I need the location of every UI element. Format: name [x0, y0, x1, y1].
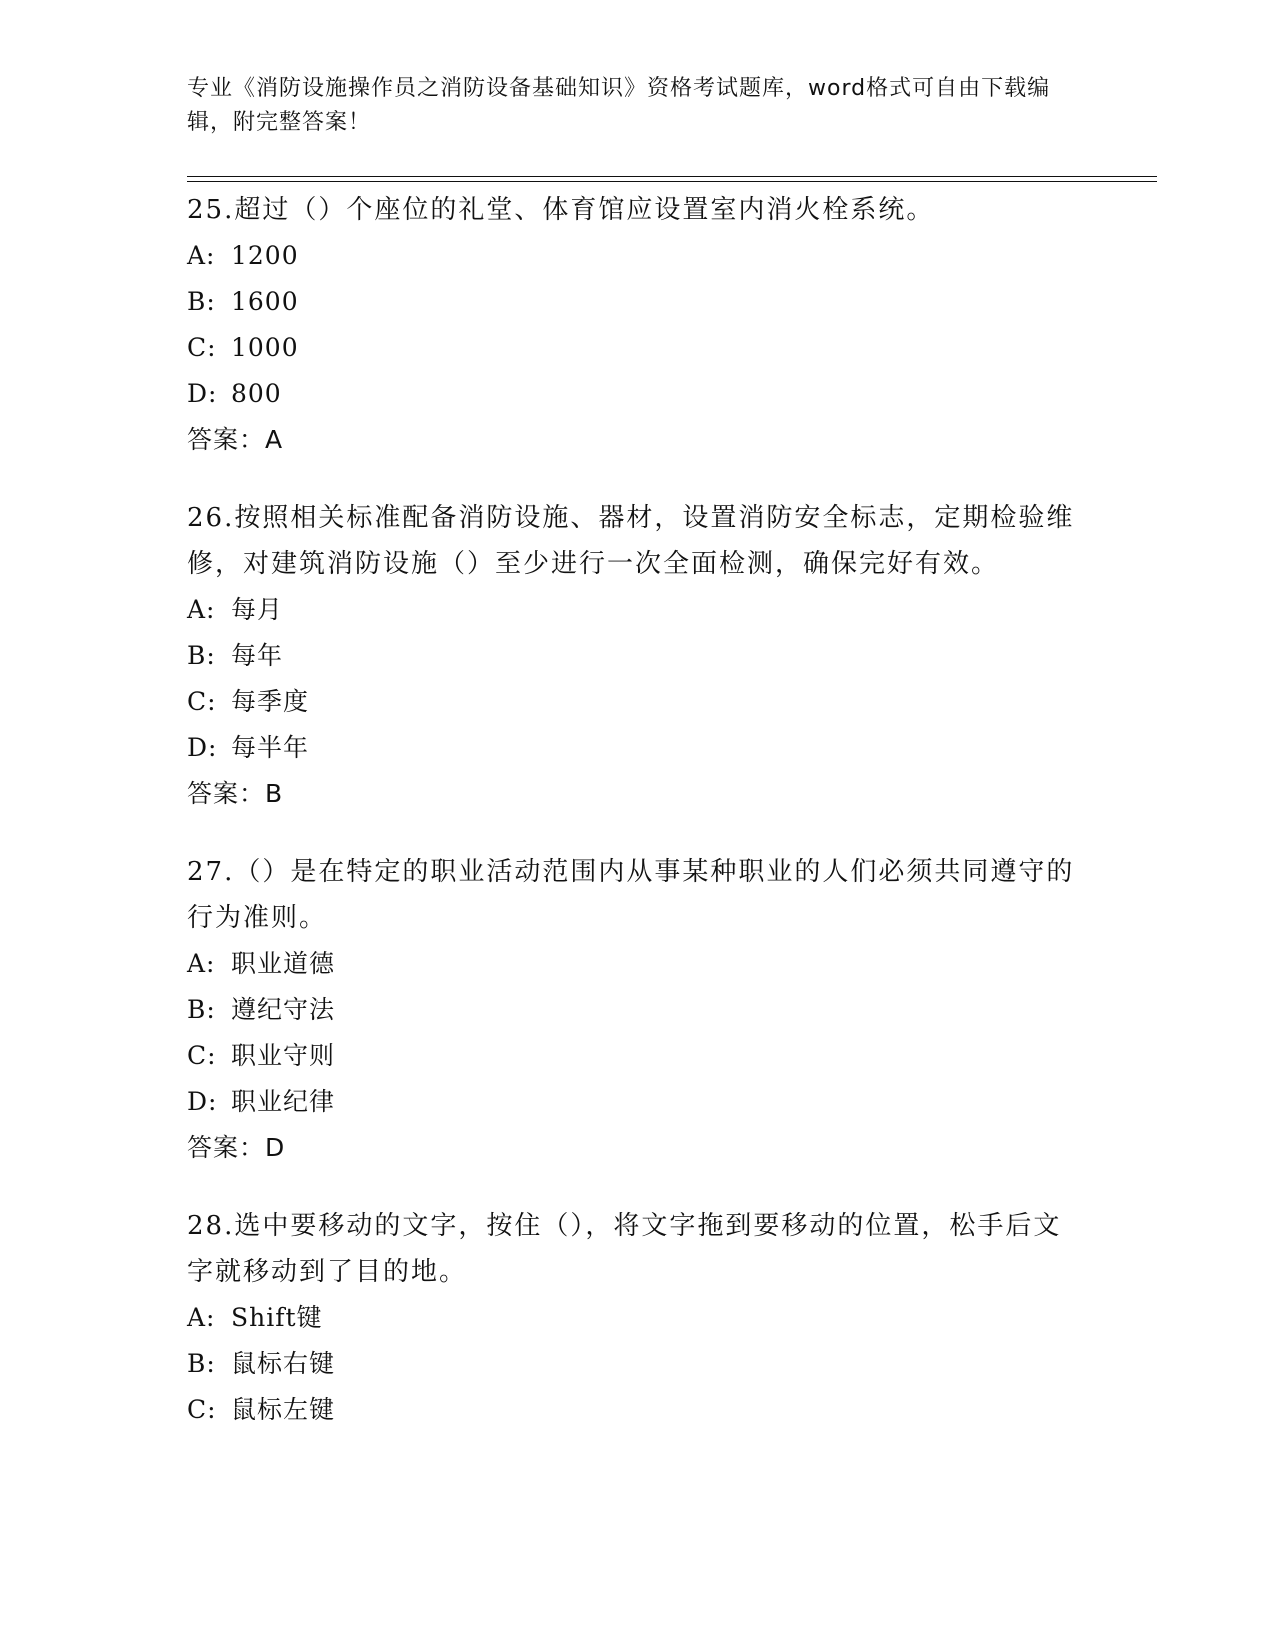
question-27	[187, 849, 1087, 1171]
document-header: 专业《消防设施操作员之消防设备基础知识》资格考试题库，word格式可自由下载编辑，附完整答案！	[187, 76, 1051, 135]
option-letter: A:	[187, 949, 216, 978]
option-letter: C:	[187, 333, 217, 362]
question-28	[187, 1203, 1087, 1433]
option-b	[187, 279, 1087, 325]
option-text: 每半年	[231, 733, 310, 762]
option-c	[187, 679, 1087, 725]
option-text: 1000	[231, 333, 299, 362]
option-text: 职业守则	[231, 1041, 336, 1070]
question-text: 25.超过（）个座位的礼堂、体育馆应设置室内消火栓系统。	[187, 195, 935, 225]
question-text: 26.按照相关标准配备消防设施、器材，设置消防安全标志，定期检验维修，对建筑消防设施（）至少进行一次全面检测，确保完好有效。	[187, 503, 1075, 579]
option-text: 每月	[231, 595, 284, 624]
question-26	[187, 495, 1087, 817]
option-text: 鼠标右键	[231, 1349, 336, 1378]
option-letter: D:	[187, 1087, 218, 1116]
header-divider-top	[187, 176, 1157, 177]
option-c	[187, 1387, 1087, 1433]
option-text: 每年	[231, 641, 284, 670]
option-b	[187, 633, 1087, 679]
option-letter: C:	[187, 1041, 217, 1070]
answer-line: 答案：A	[187, 425, 284, 454]
option-letter: A:	[187, 1303, 216, 1332]
option-c	[187, 1033, 1087, 1079]
option-letter: D:	[187, 733, 218, 762]
option-letter: A:	[187, 595, 216, 624]
option-b	[187, 987, 1087, 1033]
answer-line: 答案：B	[187, 779, 284, 808]
header-divider-bottom	[187, 181, 1157, 182]
option-d	[187, 725, 1087, 771]
option-letter: B:	[187, 1349, 216, 1378]
option-letter: D:	[187, 379, 218, 408]
option-b	[187, 1341, 1087, 1387]
question-text: 28.选中要移动的文字，按住（），将文字拖到要移动的位置，松手后文字就移动到了目的地。	[187, 1211, 1062, 1287]
question-25	[187, 187, 1087, 463]
option-text: 鼠标左键	[231, 1395, 336, 1424]
option-text: 每季度	[231, 687, 310, 716]
option-text: 1200	[231, 241, 299, 270]
option-d	[187, 1079, 1087, 1125]
option-letter: A:	[187, 241, 216, 270]
option-text: 1600	[231, 287, 299, 316]
option-letter: B:	[187, 641, 216, 670]
option-text: 800	[231, 379, 282, 408]
option-d	[187, 371, 1087, 417]
option-letter: B:	[187, 995, 216, 1024]
option-c	[187, 325, 1087, 371]
option-letter: C:	[187, 687, 217, 716]
option-letter: C:	[187, 1395, 217, 1424]
answer-line: 答案：D	[187, 1133, 286, 1162]
option-a	[187, 587, 1087, 633]
question-list	[187, 187, 1087, 1465]
option-a	[187, 1295, 1087, 1341]
option-letter: B:	[187, 287, 216, 316]
option-a	[187, 941, 1087, 987]
option-text: 遵纪守法	[231, 995, 336, 1024]
option-a	[187, 233, 1087, 279]
option-text: 职业道德	[231, 949, 336, 978]
option-text: Shift键	[231, 1303, 323, 1332]
question-text: 27.（）是在特定的职业活动范围内从事某种职业的人们必须共同遵守的行为准则。	[187, 857, 1075, 933]
option-text: 职业纪律	[231, 1087, 336, 1116]
